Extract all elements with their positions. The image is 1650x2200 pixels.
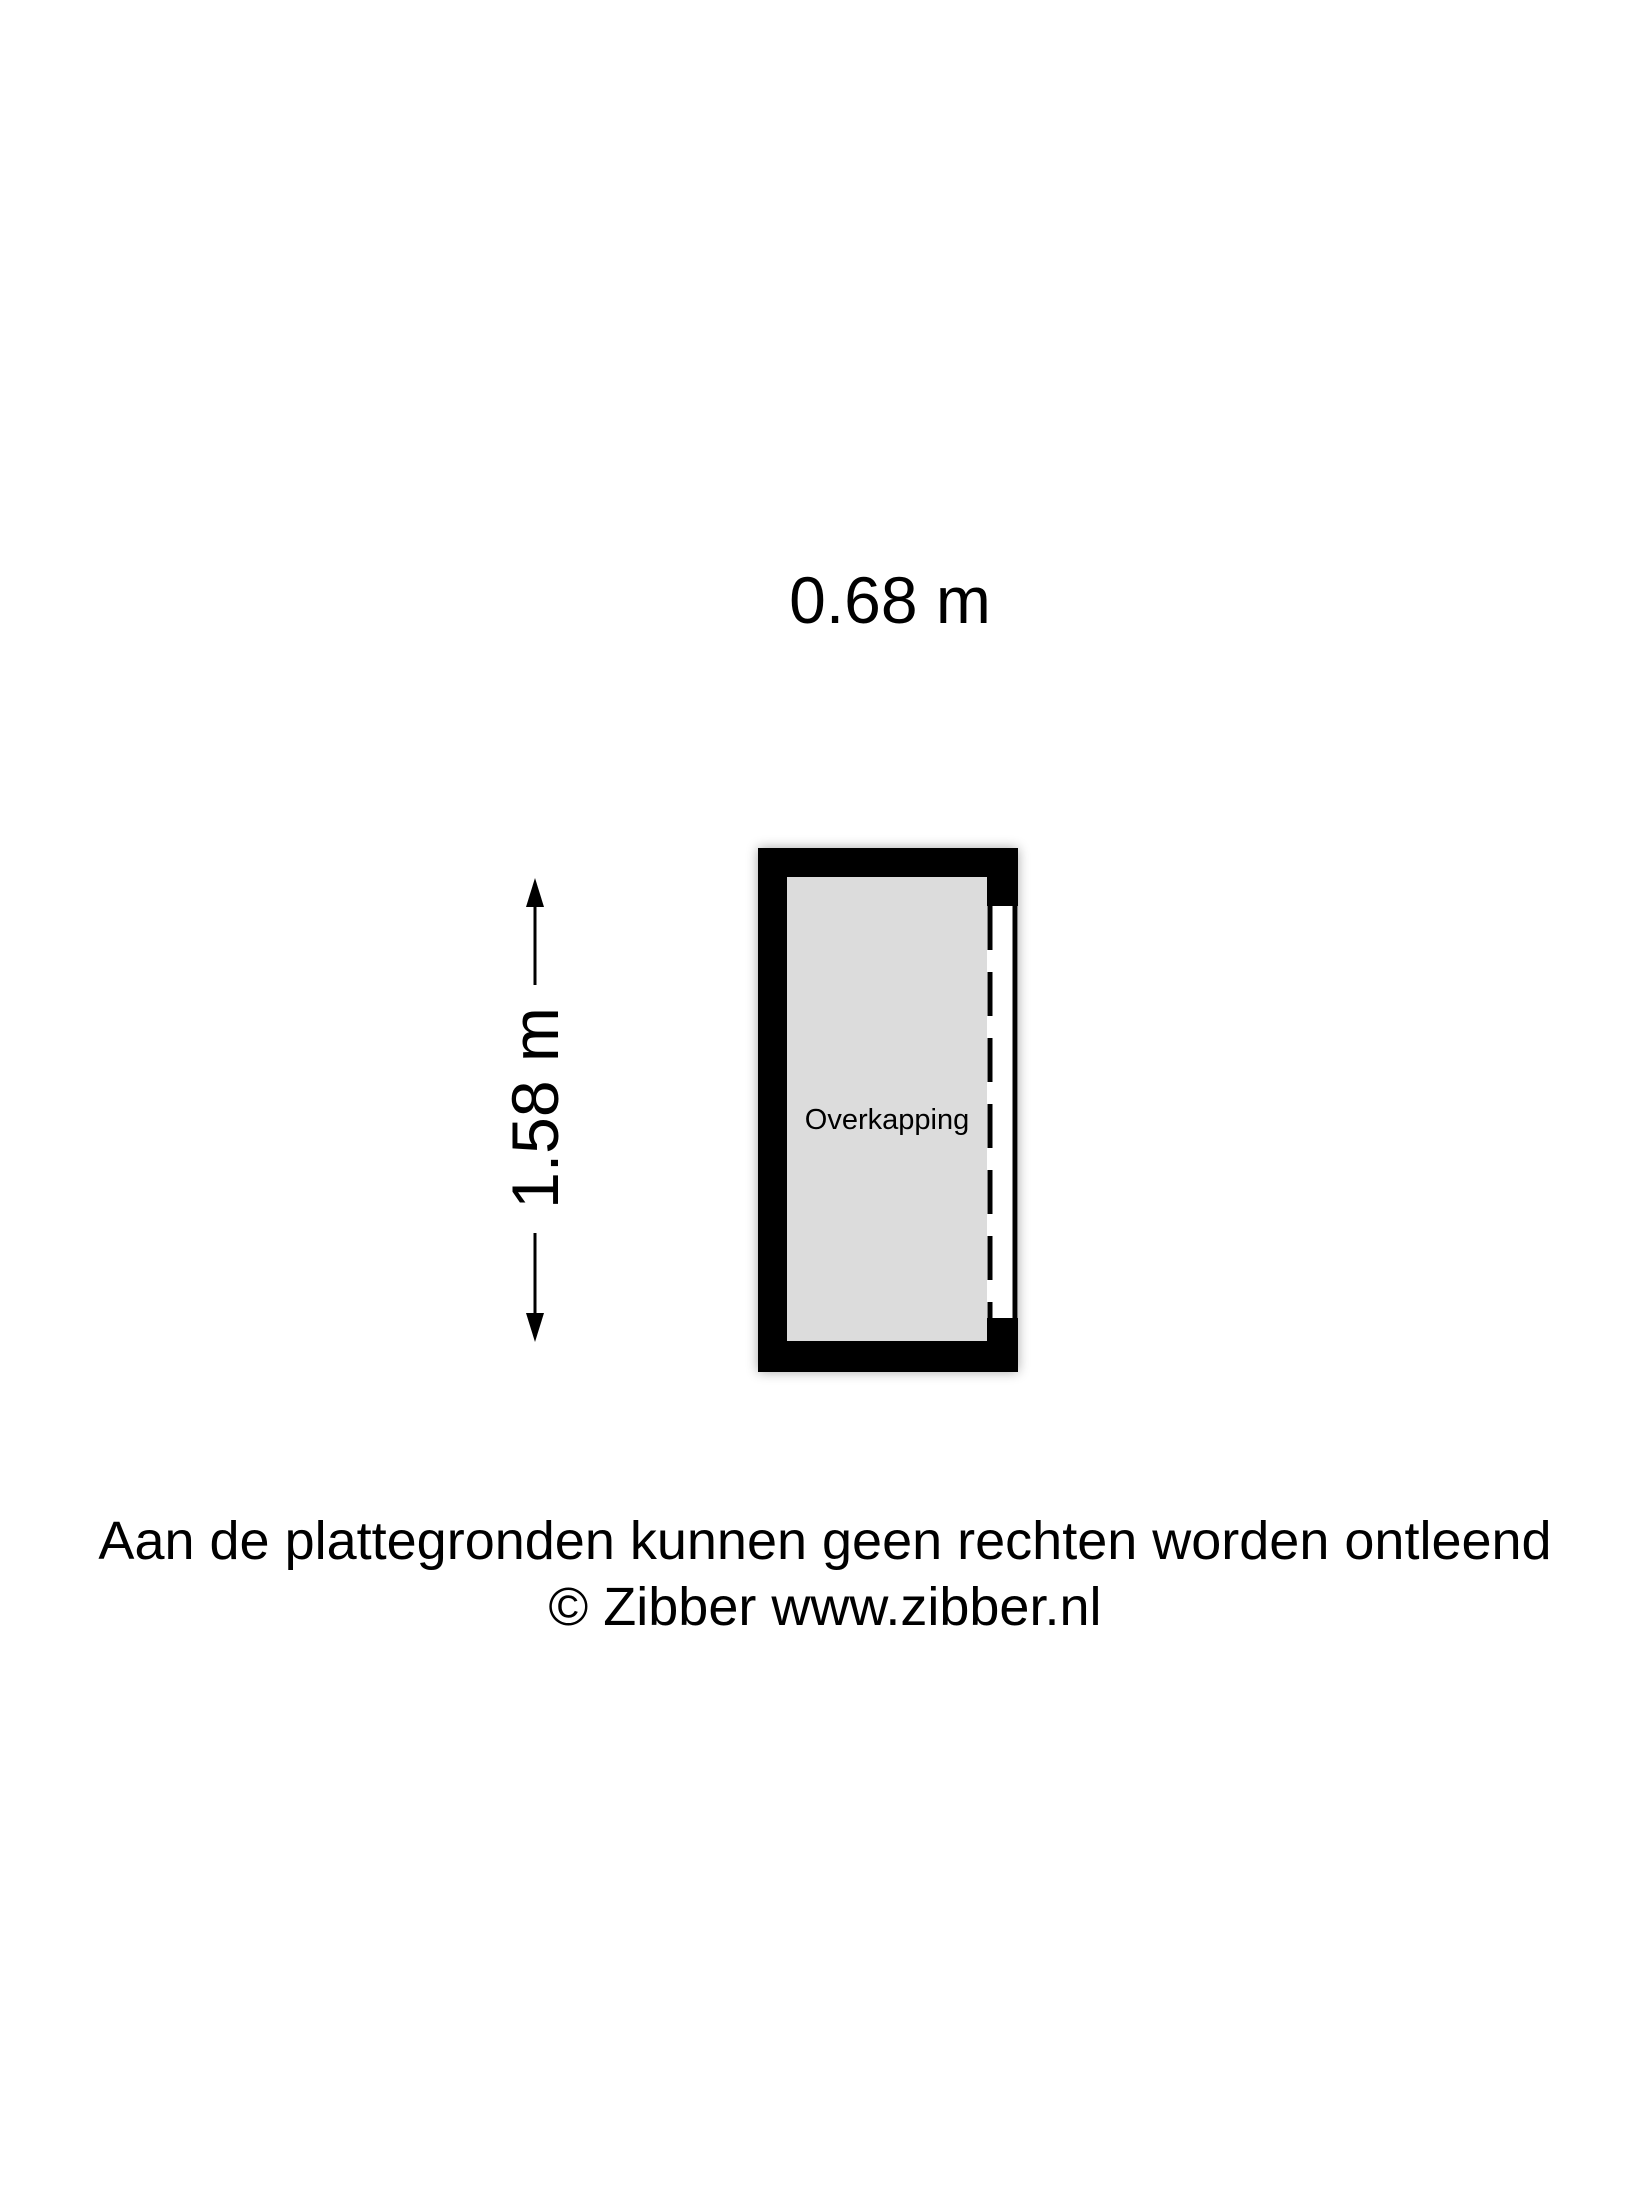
room-label: Overkapping bbox=[804, 1104, 970, 1136]
height-dimension-label: 1.58 m bbox=[498, 1007, 572, 1209]
disclaimer-text: Aan de plattegronden kunnen geen rechten worden ontleend bbox=[98, 1511, 1552, 1571]
disclaimer-block bbox=[0, 1508, 1650, 1640]
copyright-text: © Zibber www.zibber.nl bbox=[548, 1577, 1102, 1637]
open-side bbox=[987, 906, 1018, 1318]
width-dimension-label: 0.68 m bbox=[789, 563, 991, 637]
